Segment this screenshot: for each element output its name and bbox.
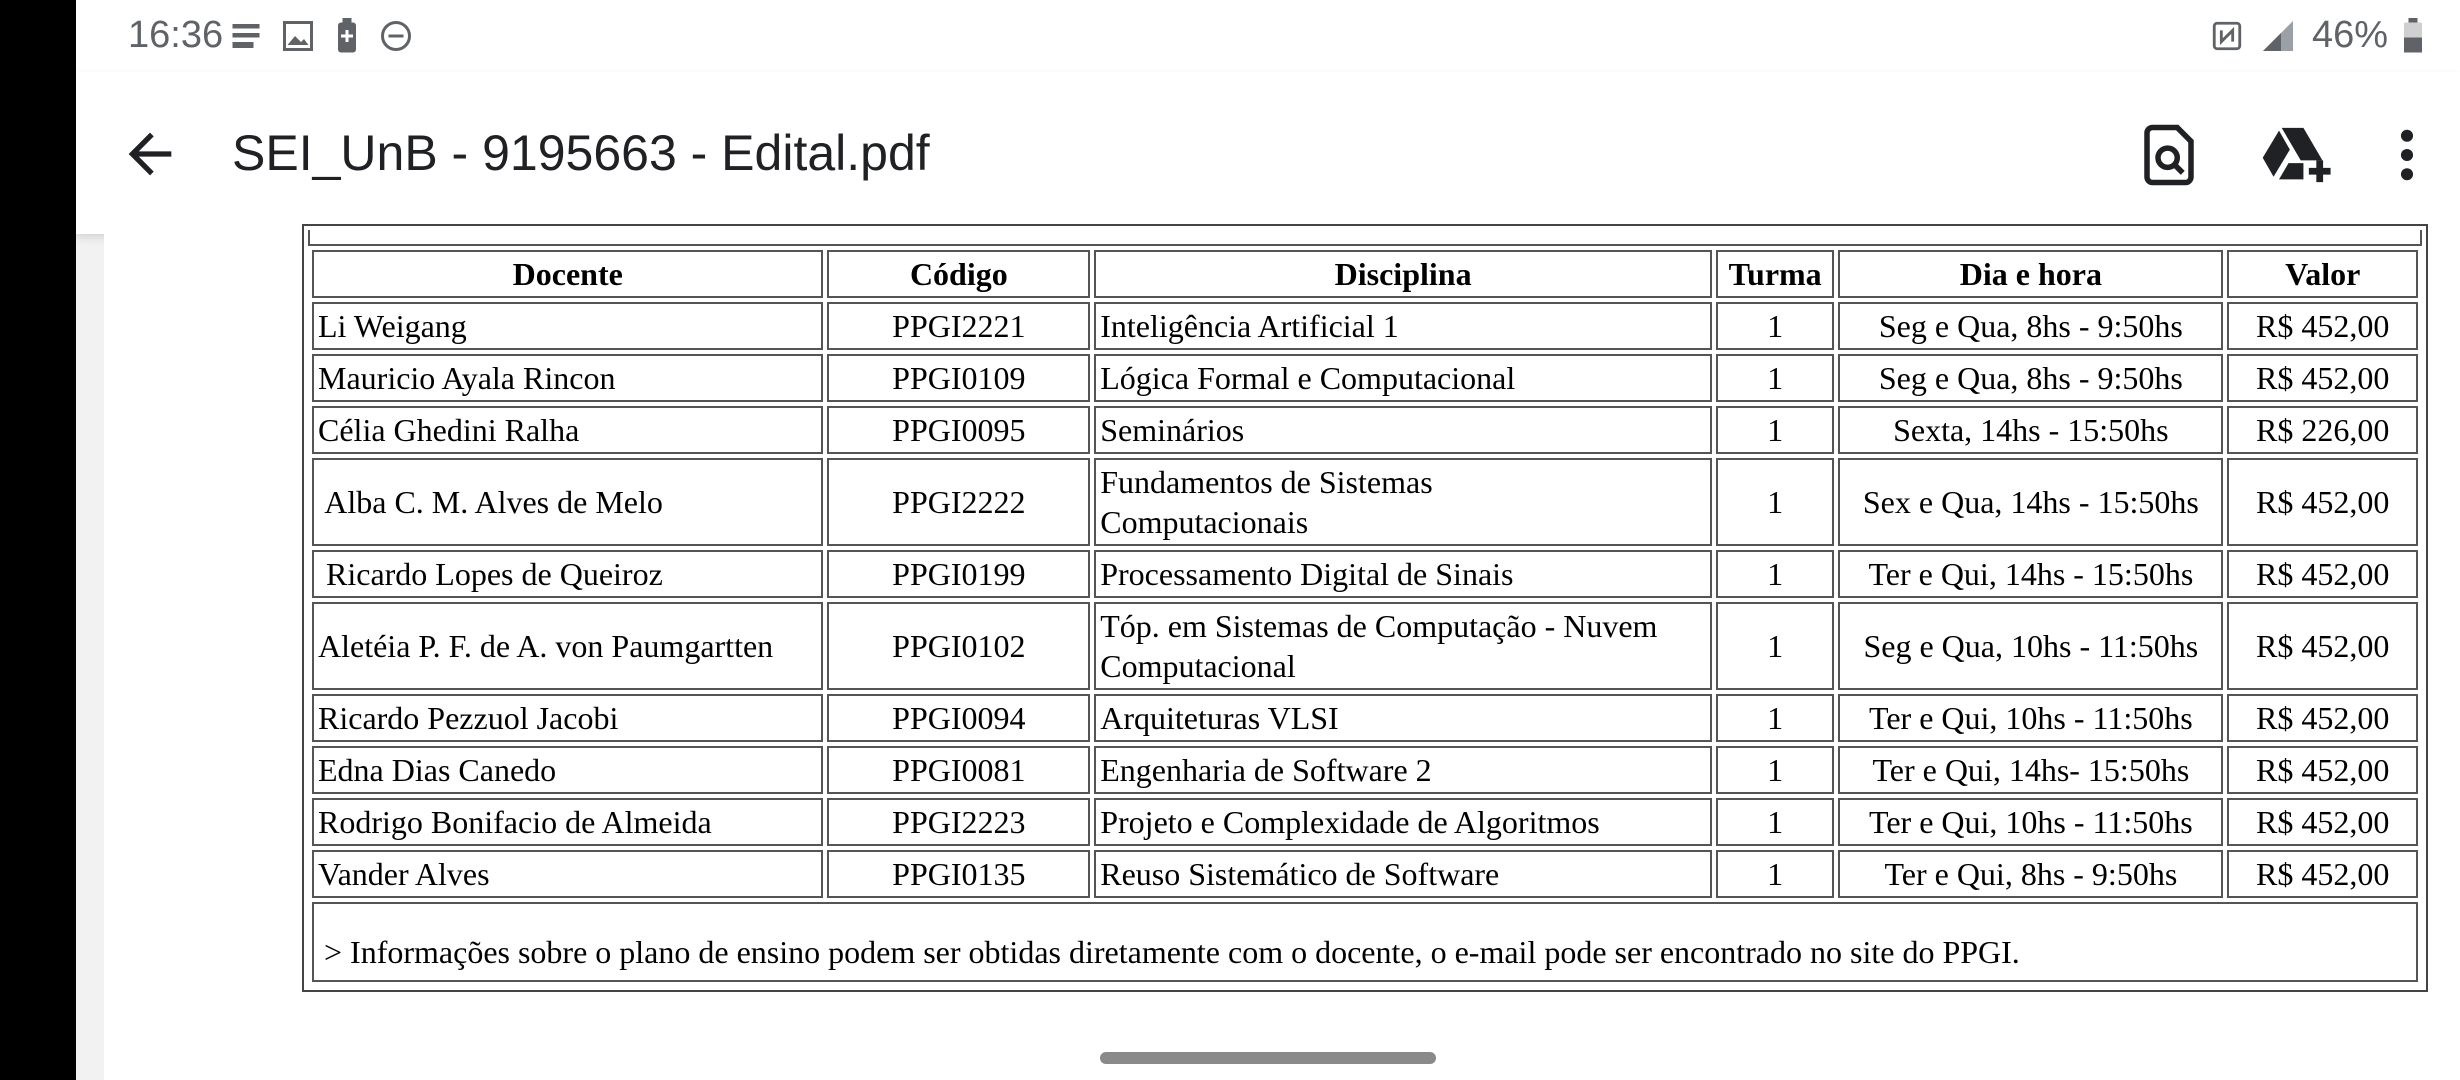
cell-turma: 1 — [1716, 406, 1834, 454]
battery-icon — [2402, 18, 2424, 54]
table-header-row — [312, 250, 2418, 298]
cell-codigo: PPGI2223 — [827, 798, 1090, 846]
cell-docente: Edna Dias Canedo — [312, 746, 823, 794]
cell-dia-hora: Ter e Qui, 8hs - 9:50hs — [1838, 850, 2223, 898]
table-row — [312, 694, 2418, 742]
pdf-page[interactable] — [104, 234, 2460, 1080]
cell-docente: Vander Alves — [312, 850, 823, 898]
cell-codigo: PPGI2221 — [827, 302, 1090, 350]
table-row — [312, 746, 2418, 794]
cell-valor: R$ 452,00 — [2227, 458, 2418, 546]
cell-disciplina: Lógica Formal e Computacional — [1094, 354, 1712, 402]
cell-disciplina: Reuso Sistemático de Software — [1094, 850, 1712, 898]
cell-turma: 1 — [1716, 798, 1834, 846]
table-top-strip — [308, 230, 2422, 246]
cell-dia-hora: Ter e Qui, 14hs- 15:50hs — [1838, 746, 2223, 794]
cell-disciplina: Tóp. em Sistemas de Computação - Nuvem Computacional — [1094, 602, 1712, 690]
cell-codigo: PPGI2222 — [827, 458, 1090, 546]
header-valor: Valor — [2227, 250, 2418, 298]
status-notification-icons — [228, 18, 414, 54]
cell-disciplina: Fundamentos de Sistemas Computacionais — [1094, 458, 1712, 546]
drive-add-icon[interactable] — [2260, 122, 2336, 188]
phone-screen — [76, 0, 2460, 1080]
cell-valor: R$ 452,00 — [2227, 354, 2418, 402]
cell-valor: R$ 452,00 — [2227, 850, 2418, 898]
cell-docente: Mauricio Ayala Rincon — [312, 354, 823, 402]
cell-codigo: PPGI0095 — [827, 406, 1090, 454]
cell-dia-hora: Seg e Qua, 8hs - 9:50hs — [1838, 354, 2223, 402]
status-time: 16:36 — [128, 14, 224, 56]
signal-icon — [2258, 18, 2298, 54]
notes-icon — [228, 18, 264, 54]
header-docente: Docente — [312, 250, 823, 298]
cell-turma: 1 — [1716, 354, 1834, 402]
cell-turma: 1 — [1716, 602, 1834, 690]
header-disciplina: Disciplina — [1094, 250, 1712, 298]
cell-codigo: PPGI0102 — [827, 602, 1090, 690]
gesture-nav-handle[interactable] — [1100, 1052, 1436, 1064]
table-row — [312, 354, 2418, 402]
battery-saver-icon — [332, 18, 362, 54]
table-row — [312, 798, 2418, 846]
cell-valor: R$ 452,00 — [2227, 302, 2418, 350]
cell-valor: R$ 226,00 — [2227, 406, 2418, 454]
header-turma: Turma — [1716, 250, 1834, 298]
table-row — [312, 602, 2418, 690]
image-icon — [280, 18, 316, 54]
cell-disciplina: Arquiteturas VLSI — [1094, 694, 1712, 742]
cell-codigo: PPGI0109 — [827, 354, 1090, 402]
table-frame — [302, 224, 2428, 992]
cell-codigo: PPGI0135 — [827, 850, 1090, 898]
cell-dia-hora: Ter e Qui, 10hs - 11:50hs — [1838, 798, 2223, 846]
cell-dia-hora: Ter e Qui, 14hs - 15:50hs — [1838, 550, 2223, 598]
status-bar — [76, 0, 2460, 72]
cell-disciplina: Inteligência Artificial 1 — [1094, 302, 1712, 350]
cell-dia-hora: Ter e Qui, 10hs - 11:50hs — [1838, 694, 2223, 742]
table-footer-row — [312, 902, 2418, 982]
cell-docente: Ricardo Pezzuol Jacobi — [312, 694, 823, 742]
cell-disciplina: Processamento Digital de Sinais — [1094, 550, 1712, 598]
cell-turma: 1 — [1716, 458, 1834, 546]
cell-disciplina: Projeto e Complexidade de Algoritmos — [1094, 798, 1712, 846]
find-in-page-icon[interactable] — [2136, 122, 2202, 188]
status-system-icons — [2210, 14, 2424, 57]
header-codigo: Código — [827, 250, 1090, 298]
cell-turma: 1 — [1716, 850, 1834, 898]
header-dia-hora: Dia e hora — [1838, 250, 2223, 298]
cell-dia-hora: Seg e Qua, 10hs - 11:50hs — [1838, 602, 2223, 690]
cell-valor: R$ 452,00 — [2227, 798, 2418, 846]
more-vert-icon[interactable] — [2374, 122, 2440, 188]
cell-docente: Alba C. M. Alves de Melo — [312, 458, 823, 546]
cell-docente: Rodrigo Bonifacio de Almeida — [312, 798, 823, 846]
table-row — [312, 302, 2418, 350]
table-row — [312, 850, 2418, 898]
cell-dia-hora: Seg e Qua, 8hs - 9:50hs — [1838, 302, 2223, 350]
table-row — [312, 458, 2418, 546]
do-not-disturb-icon — [378, 18, 414, 54]
cell-disciplina: Engenharia de Software 2 — [1094, 746, 1712, 794]
cell-dia-hora: Sex e Qua, 14hs - 15:50hs — [1838, 458, 2223, 546]
cell-codigo: PPGI0094 — [827, 694, 1090, 742]
cell-codigo: PPGI0199 — [827, 550, 1090, 598]
cell-turma: 1 — [1716, 550, 1834, 598]
cell-docente: Célia Ghedini Ralha — [312, 406, 823, 454]
document-title: SEI_UnB - 9195663 - Edital.pdf — [232, 125, 930, 181]
table-footer-note: > Informações sobre o plano de ensino podem ser obtidas diretamente com o docente, o e-mail pode ser encontrado no site do PPGI. — [312, 902, 2418, 982]
cell-turma: 1 — [1716, 694, 1834, 742]
cell-valor: R$ 452,00 — [2227, 550, 2418, 598]
cell-valor: R$ 452,00 — [2227, 694, 2418, 742]
courses-table — [308, 246, 2422, 986]
table-row — [312, 550, 2418, 598]
table-row — [312, 406, 2418, 454]
app-bar — [76, 72, 2460, 234]
cell-valor: R$ 452,00 — [2227, 602, 2418, 690]
cell-turma: 1 — [1716, 746, 1834, 794]
nfc-icon — [2210, 19, 2244, 53]
battery-percent: 46% — [2311, 14, 2388, 56]
cell-turma: 1 — [1716, 302, 1834, 350]
cell-dia-hora: Sexta, 14hs - 15:50hs — [1838, 406, 2223, 454]
cell-docente: Aletéia P. F. de A. von Paumgartten — [312, 602, 823, 690]
cell-disciplina: Seminários — [1094, 406, 1712, 454]
cell-valor: R$ 452,00 — [2227, 746, 2418, 794]
cell-codigo: PPGI0081 — [827, 746, 1090, 794]
back-arrow-icon[interactable] — [118, 122, 182, 186]
cell-docente: Ricardo Lopes de Queiroz — [312, 550, 823, 598]
cell-docente: Li Weigang — [312, 302, 823, 350]
